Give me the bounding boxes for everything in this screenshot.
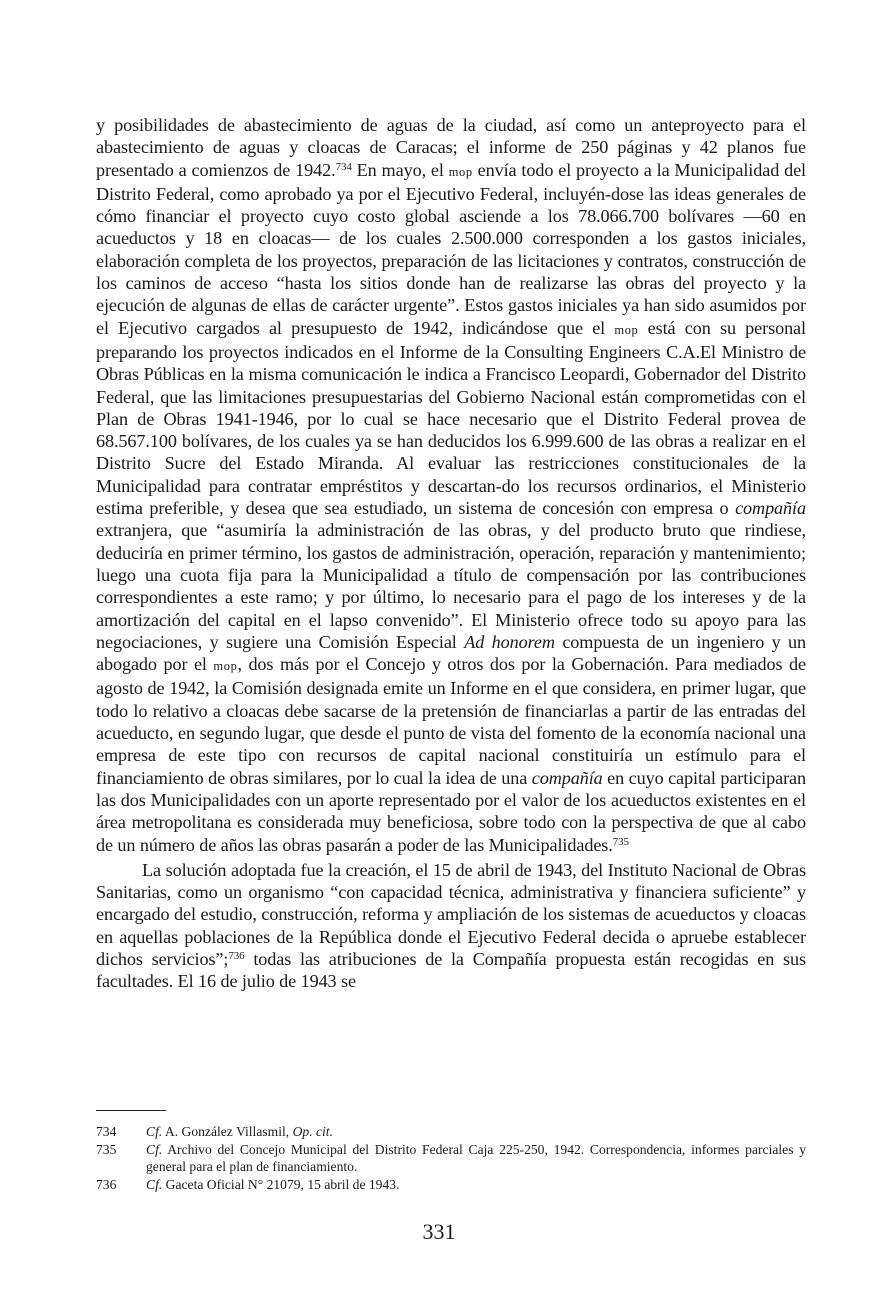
text-span: está con su personal preparando los proyectos indicados en el Informe de la Consulting Engineers C.A. bbox=[96, 317, 806, 362]
footnote-734 bbox=[96, 1124, 806, 1140]
footnote-735 bbox=[96, 1142, 806, 1175]
footnote-text bbox=[146, 1142, 806, 1175]
main-text bbox=[96, 114, 806, 993]
text-span: extranjera, que “asumiría la administración de las obras, y del producto bruto que rindiese, deduciría en primer término, los gastos de administración, operación, reparación y mantenimiento; luego una cuota fija para la Municipalidad a título de compensación por las contribuciones correspondientes a este ramo; y por último, lo necesario para el pago de los intereses y de la amortización del capital en el lapso convenido”. El Ministerio ofrece todo su apoyo para las negociaciones, y sugiere una Comisión Especial bbox=[96, 520, 806, 652]
text-span: , dos más por el Concejo y otros dos por la Gobernación. Para mediados de agosto de 1942, la Comisión designada emite un Informe en el que considera, en primer lugar, que todo lo relativo a cloacas debe sacarse de la pretensión de financiarlas a partir de las entradas del acueducto, en segundo lugar, que desde el punto de vista del fomento de la economía nacional una empresa de este tipo con recursos de capital nacional constituiría un estímulo para el financiamiento de obras similares, por lo cual la idea de una bbox=[96, 654, 807, 788]
footnotes bbox=[96, 1124, 806, 1196]
text-span: todas las atribuciones de la Compañía propuesta están recogidas en sus facultades. El 16 de julio de 1943 se bbox=[96, 948, 806, 992]
text-span: A. González Villasmil, bbox=[162, 1124, 293, 1139]
text-span: La solución adoptada fue la creación, el 15 de abril de 1943, del Instituto Nacional de Obras Sanitarias, como un organismo “con capacidad técnica, administrativa y financiera suficiente” y encargado del estudio, construcción, reforma y ampliación de los sistemas de acueductos y cloacas en aquellas poblaciones de la República donde el Ejecutivo Federal decida o apruebe establecer dichos servicios”; bbox=[96, 859, 806, 969]
footnote-separator bbox=[96, 1110, 166, 1111]
footnote-number: 736 bbox=[96, 1177, 117, 1193]
text-span: En mayo, el bbox=[351, 159, 449, 180]
footnote-ref-735[interactable]: 735 bbox=[612, 835, 629, 848]
footnote-text bbox=[146, 1177, 806, 1193]
text-span: Gaceta Oficial N° 21079, 15 abril de 1943. bbox=[162, 1177, 400, 1193]
footnote-number: 734 bbox=[96, 1124, 117, 1139]
cf-abbr: Cf. bbox=[146, 1124, 163, 1139]
cf-abbr: Cf. bbox=[146, 1142, 163, 1158]
paragraph-1 bbox=[96, 114, 806, 856]
cf-abbr: Cf. bbox=[146, 1177, 163, 1193]
abbr-mop: mop bbox=[213, 659, 238, 674]
text-span: y posibilidades de abastecimiento de aguas de la ciudad, así como un anteproyecto para el abastecimiento de aguas y cloacas de Caracas; el informe de 250 páginas y 42 planos fue presentado a comienzos de 1942. bbox=[96, 115, 806, 180]
footnote-number: 735 bbox=[96, 1142, 117, 1158]
italic-term: Op. cit. bbox=[292, 1124, 333, 1139]
italic-term: compañía bbox=[735, 498, 806, 519]
page-number: 331 bbox=[422, 1219, 456, 1244]
text-span: envía todo el proyecto a la Municipalidad del Distrito Federal, como aprobado ya por el Ejecutivo Federal, incluyén-dose las ideas generales de cómo financiar el proyecto cuyo costo global asciende a los 78.066.700 bolívares —60 en acueductos y 18 en cloacas— de los cuales 2.500.000 corresponden a los gastos iniciales, elaboración completa de los proyectos, preparación de las licitaciones y contratos, construcción de los caminos de acceso “hasta los sitios donde han de realizarse las obras del proyecto y la ejecución de algunas de ellas de carácter urgente”. Estos gastos iniciales ya han sido asumidos por el Ejecutivo cargados al presupuesto de 1942, indicándose que el bbox=[96, 159, 807, 338]
text-span: Archivo del Concejo Municipal del Distrito Federal Caja 225-250, 1942. Correspondencia, informes parciales y general para el plan de financiamiento. bbox=[146, 1142, 806, 1174]
abbr-mop: mop bbox=[448, 164, 473, 179]
italic-term: Ad honorem bbox=[464, 631, 555, 652]
footnote-ref-734[interactable]: 734 bbox=[335, 160, 352, 173]
text-span: compuesta de un ingeniero y un abogado por el bbox=[96, 631, 806, 675]
text-span: El Ministro de Obras Públicas en la misma comunicación le indica a Francisco Leopardi, Gobernador del Distrito Federal, que las limitaciones presupuestarias del Gobierno Nacional están comprometidas con el Plan de Obras 1941-1946, por lo cual se hace necesario que el Distrito Federal provea de 68.567.100 bolívares, de los cuales ya se han deducidos los 6.999.600 de las obras a realizar en el Distrito Sucre del Estado Miranda. Al evaluar las restricciones constitucionales de la Municipalidad para contratar empréstitos y descartan-do los recursos ordinarios, el Ministerio estima preferible, y desea que sea estudiado, un sistema de concesión con empresa o bbox=[96, 341, 806, 519]
footnote-ref-736[interactable]: 736 bbox=[228, 949, 245, 962]
paragraph-2 bbox=[96, 859, 806, 993]
abbr-mop: mop bbox=[614, 322, 639, 337]
italic-term: compañía bbox=[531, 767, 603, 788]
text-span: en cuyo capital participaran las dos Municipalidades con un aporte representado por el valor de los acueductos existentes en el área metropolitana es considerada muy beneficiosa, sobre todo con la perspectiva de que al cabo de un número de años las obras pasarán a poder de las Municipalidades. bbox=[96, 767, 806, 855]
footnote-text bbox=[146, 1124, 806, 1140]
footnote-736 bbox=[96, 1177, 806, 1193]
